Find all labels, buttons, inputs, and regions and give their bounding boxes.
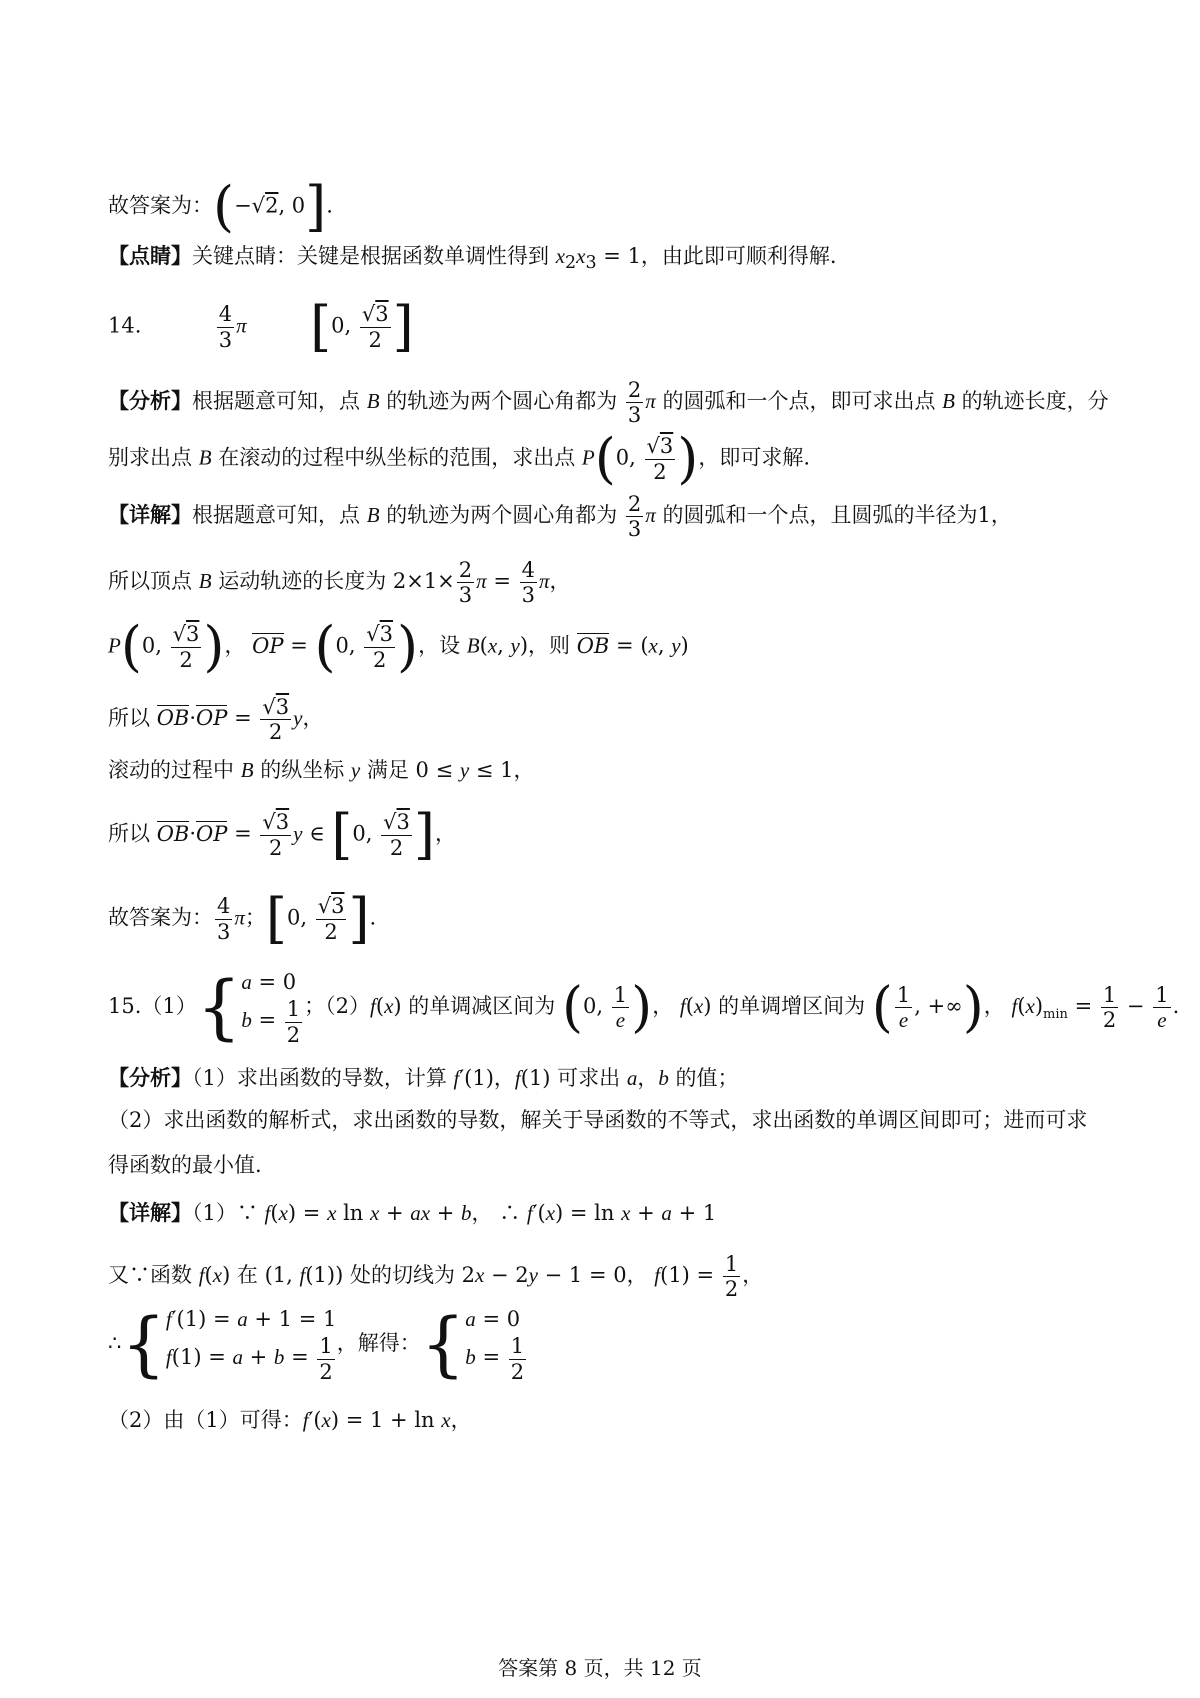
q14-detail-line-3: P(0, $\frac{√3}{2}$ )， OP = (0, $\frac{√3}{2}$ )，设 B(x, y)，则 OB = (x, y)	[108, 615, 689, 678]
q15-detail-line-3: ∴{ f′(1) = a + 1 = 1 f(1) = a + b = $\frac{1}{2}$ ，解得：{ a = 0 b = $\frac{1}{2}$	[108, 1303, 525, 1386]
key-point-line: 【点睛】关键点睛：关键是根据函数单调性得到 $x_2x_3 = 1$，由此即可顺利得解.	[108, 243, 837, 274]
q14-detail-line-1: 【详解】根据题意可知，点 B 的轨迹为两个圆心角都为 $\frac{2}{3}$ π 的圆弧和一个点，且圆弧的半径为1，	[108, 492, 1012, 542]
q15-detail-line-4: （2）由（1）可得：f′(x) = 1 + ln x，	[108, 1408, 472, 1432]
q14-detail-line-6: 所以 OB·OP = $\frac{√3}{2}$ y ∈ [0, $\frac{√3}{2}$ ]，	[108, 803, 456, 866]
q15-analysis-line-2: （2）求出函数的解析式，求出函数的导数，解关于导函数的不等式，求出函数的单调区间即可；进而可求	[108, 1108, 1088, 1132]
q15-analysis-line-1: 【分析】（1）求出函数的导数，计算 f′(1)，f(1) 可求出 a，b 的值；	[108, 1065, 739, 1090]
q15-answer-line: 15.（1）{ a = 0 b = $\frac{1}{2}$ ；（2）f(x) 的单调减区间为 (0, $\frac{1}{e}$ )， f(x) 的单调增区间为 ( $\frac{1}{e}$ , +∞)， $f(x)_{min}$ = $\frac{1}{2}$ − $\frac{1}{e}$ .	[108, 966, 1180, 1049]
q14-detail-line-7: 故答案为： $\frac{4}{3}$ π；[0, $\frac{√3}{2}$ ].	[108, 887, 377, 950]
q14-analysis-line-2: 别求出点 B 在滚动的过程中纵坐标的范围，求出点 P(0, $\frac{√3}{2}$ )，即可求解.	[108, 427, 811, 490]
q14-answer-line: 14. $\frac{4}{3}$ π [0, $\frac{√3}{2}$ ]	[108, 295, 414, 358]
answer-line-13: 故答案为：(−√2, 0].	[108, 175, 333, 238]
q14-detail-line-2: 所以顶点 B 运动轨迹的长度为 2×1× $\frac{2}{3}$ π = $\frac{4}{3}$ π，	[108, 558, 571, 608]
q15-detail-line-2: 又∵函数 f(x) 在 (1, f(1)) 处的切线为 2x − 2y − 1 = 0， f(1) = $\frac{1}{2}$ ，	[108, 1252, 764, 1302]
page-footer: 答案第 8 页，共 12 页	[498, 1656, 702, 1680]
q14-detail-line-4: 所以 OB·OP = $\frac{√3}{2}$ y，	[108, 695, 324, 745]
q15-analysis-line-3: 得函数的最小值.	[108, 1153, 262, 1177]
q14-analysis-line-1: 【分析】根据题意可知，点 B 的轨迹为两个圆心角都为 $\frac{2}{3}$ π 的圆弧和一个点，即可求出点 B 的轨迹长度，分	[108, 378, 1109, 428]
q14-detail-line-5: 滚动的过程中 B 的纵坐标 y 满足 0 ≤ y ≤ 1，	[108, 758, 535, 782]
q15-detail-line-1: 【详解】（1）∵ f(x) = x ln x + ax + b， ∴ f′(x) = ln x + a + 1	[108, 1200, 717, 1225]
